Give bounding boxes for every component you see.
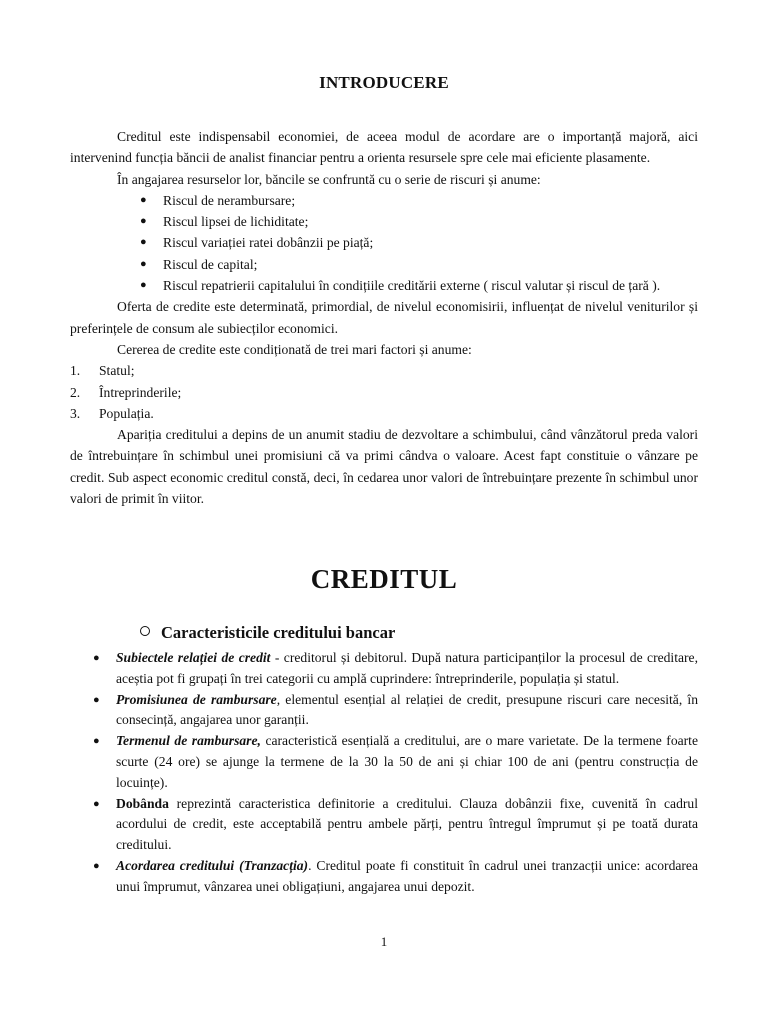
- intro-paragraph-2: În angajarea resurselor lor, băncile se confruntă cu o serie de riscuri și anume:: [117, 171, 541, 187]
- list-item: ● Riscul variației ratei dobânzii pe piață;: [70, 232, 698, 253]
- bullet-icon: ●: [140, 215, 147, 228]
- list-item: ● Riscul repatrierii capitalului în condițiile creditării externe ( riscul valutar și riscul de țară ).: [70, 275, 698, 296]
- characteristics-list: [93, 648, 698, 898]
- factor-list: [70, 360, 698, 424]
- intro-paragraph-4: Cererea de credite este condiționată de trei mari factori și anume:: [117, 341, 472, 357]
- bullet-icon: ●: [140, 257, 147, 270]
- list-item: ● Subiectele relației de credit - creditorul și debitorul. După natura participanților la procesul de creditare, aceștia pot fi grupați în trei categorii cu amplă cuprindere: întreprinderile, populația și statul.: [93, 650, 698, 686]
- page-number: 1: [380, 934, 388, 949]
- list-item: 1. Statul;: [70, 363, 135, 379]
- intro-paragraph-5: Apariția creditului a depins de un anumit stadiu de dezvoltare a schimbului, când vânzătorul preda valori de întrebuințare în schimbul unei promisiuni că va primi cândva o valoare. Acest fapt constituie o vânzare pe credit. Sub aspect economic creditul constă, deci, în cedarea unor valori de întrebuințare prezente în schimbul unor valori de primit în viitor.: [70, 427, 698, 507]
- list-item: ● Termenul de rambursare, caracteristică esențială a creditului, are o mare varietate. De la termene foarte scurte (24 ore) se ajunge la termene de la 30 la 50 de ani și chiar 100 de ani (pentru construcția de locuințe).: [93, 733, 698, 790]
- list-item: ● Acordarea creditului (Tranzacția). Creditul poate fi constituit în cadrul unei tranzacții unice: acordarea unui împrumut, vânzarea unei obligațiuni, angajarea unui depozit.: [93, 857, 698, 894]
- bullet-icon: ●: [140, 279, 147, 292]
- list-item: 2. Întreprinderile;: [70, 384, 182, 400]
- bullet-icon: ●: [93, 797, 100, 810]
- bullet-icon: ●: [93, 735, 100, 748]
- credit-subheading: Caracteristicile creditului bancar: [140, 623, 395, 643]
- list-item: ● Promisiunea de rambursare, elementul esențial al relației de credit, presupune riscuri care necesită, în consecință, angajarea unor garanții.: [93, 691, 699, 728]
- bullet-icon: ●: [93, 652, 100, 664]
- list-item: ● Riscul lipsei de lichiditate;: [70, 211, 698, 232]
- intro-title: INTRODUCERE: [319, 73, 449, 92]
- bullet-icon: ●: [140, 236, 147, 249]
- circle-bullet-icon: [140, 626, 150, 636]
- list-item: ● Dobânda reprezintă caracteristica definitorie a creditului. Clauza dobânzii fixe, cuvenită în cadrul acordului de credit, este acceptabilă pentru ambele părți, pentru întregul împrumut și pe toată durata creditului.: [93, 795, 698, 853]
- list-item: 3. Populația.: [70, 405, 154, 421]
- credit-characteristics: [93, 648, 698, 898]
- bullet-icon: ●: [93, 859, 100, 872]
- intro-paragraph-1: Creditul este indispensabil economiei, de aceea modul de acordare are o importanță majoră, aici intervenind funcția băncii de analist financiar pentru a orienta resursele spre cele mai eficiente plasamente.: [70, 129, 698, 166]
- credit-title: CREDITUL: [310, 564, 458, 594]
- intro-section: [70, 126, 698, 509]
- list-item: ● Riscul de capital;: [70, 254, 698, 275]
- bullet-icon: ●: [140, 193, 147, 206]
- intro-paragraph-3: Oferta de credite este determinată, primordial, de nivelul economisirii, influențat de nivelul veniturilor și preferințele de consum ale subiecților economici.: [70, 299, 698, 336]
- bullet-icon: ●: [93, 693, 100, 706]
- risk-list: [70, 190, 698, 296]
- list-item: ● Riscul de nerambursare;: [70, 190, 698, 211]
